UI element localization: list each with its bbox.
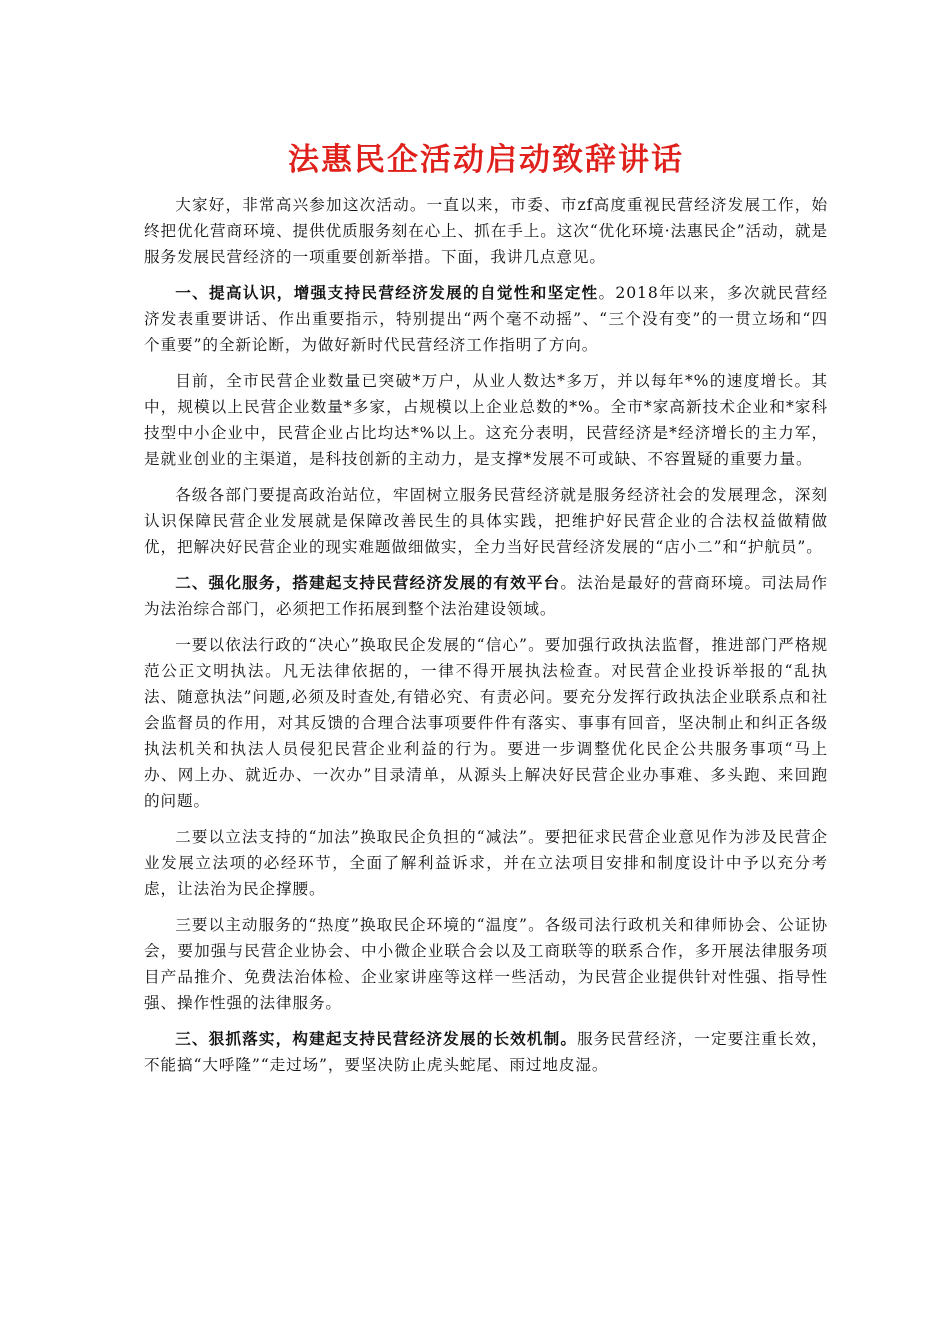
paragraph-text: 目前，全市民营企业数量已突破*万户，从业人数达*多万，并以每年*%的速度增长。其中，规模以上民营企业数量*多家，占规模以上企业总数的*%。全市*家高新技术企业和*家科技型中小企业中，民营企业占比均达*%以上。这充分表明，民营经济是*经济增长的主力军，是就业创业的主渠道，是科技创新的主动力，是支撑*发展不可或缺、不容置疑的重要力量。 [144,372,828,468]
paragraph-text: 各级各部门要提高政治站位，牢固树立服务民营经济就是服务经济社会的发展理念，深刻认识保障民营企业发展就是保障改善民生的具体实践，把维护好民营企业的合法权益做精做优，把解决好民营企业的现实难题做细做实，全力当好民营经济发展的“店小二”和“护航员”。 [144,486,828,556]
paragraph-lead: 二、强化服务，搭建起支持民营经济发展的有效平台 [175,573,561,592]
paragraph-6 [144,632,828,814]
paragraph-9 [144,1026,828,1078]
paragraph-text: 。法治是最好的营商环境。司法局作为法治综合部门，必须把工作拓展到整个法治建设领域。 [144,574,828,618]
paragraph-8 [144,912,828,1016]
paragraph-3 [144,368,828,472]
paragraph-lead: 三、狠抓落实，构建起支持民营经济发展的长效机制。 [175,1029,578,1048]
paragraph-text: 一要以依法行政的“决心”换取民企发展的“信心”。要加强行政执法监督，推进部门严格规范公正文明执法。凡无法律依据的，一律不得开展执法检查。对民营企业投诉举报的“乱执法、随意执法”问题,必须及时查处,有错必究、有责必问。要充分发挥行政执法企业联系点和社会监督员的作用，对其反馈的合理合法事项要件件有落实、事事有回音，坚决制止和纠正各级执法机关和执法人员侵犯民营企业利益的行为。要进一步调整优化民企公共服务事项“马上办、网上办、就近办、一次办”目录清单，从源头上解决好民营企业办事难、多头跑、来回跑的问题。 [144,636,828,810]
paragraph-text: 服务民营经济，一定要注重长效，不能搞“大呼隆”“走过场”，要坚决防止虎头蛇尾、雨过地皮湿。 [144,1030,828,1074]
document-page [144,138,828,1088]
paragraph-4 [144,482,828,560]
paragraph-text: 三要以主动服务的“热度”换取民企环境的“温度”。各级司法行政机关和律师协会、公证协会，要加强与民营企业协会、中小微企业联合会以及工商联等的联系合作，多开展法律服务项目产品推介、免费法治体检、企业家讲座等这样一些活动，为民营企业提供针对性强、指导性强、操作性强的法律服务。 [144,916,828,1012]
paragraph-lead: 一、提高认识，增强支持民营经济发展的自觉性和坚定性 [175,283,599,302]
paragraph-2 [144,280,828,358]
paragraph-text: 。2018年以来，多次就民营经济发表重要讲话、作出重要指示，特别提出“两个毫不动摇”、“三个没有变”的一贯立场和“四个重要”的全新论断，为做好新时代民营经济工作指明了方向。 [144,284,828,354]
paragraph-5 [144,570,828,622]
paragraph-text: 二要以立法支持的“加法”换取民企负担的“减法”。要把征求民营企业意见作为涉及民营企业发展立法项的必经环节，全面了解利益诉求，并在立法项目安排和制度设计中予以充分考虑，让法治为民企撑腰。 [144,828,828,898]
paragraph-1 [144,192,828,270]
paragraph-7 [144,824,828,902]
paragraph-text: 大家好，非常高兴参加这次活动。一直以来，市委、市zf高度重视民营经济发展工作，始终把优化营商环境、提供优质服务刻在心上、抓在手上。这次“优化环境·法惠民企”活动，就是服务发展民营经济的一项重要创新举措。下面，我讲几点意见。 [144,196,828,266]
document-title: 法惠民企活动启动致辞讲话 [288,142,684,178]
